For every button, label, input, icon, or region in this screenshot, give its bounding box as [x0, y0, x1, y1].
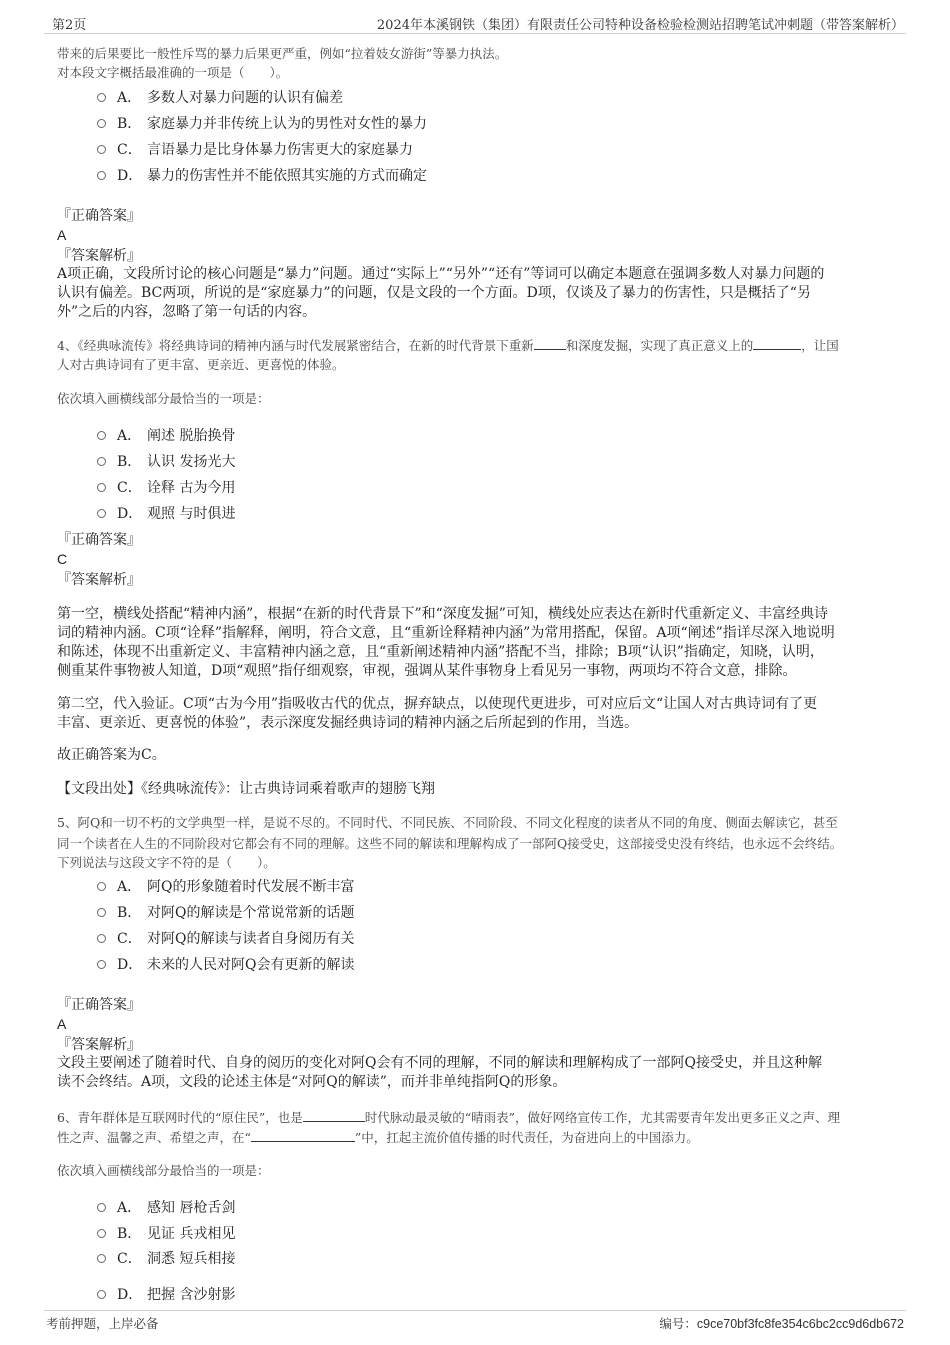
radio-icon[interactable] — [97, 119, 106, 128]
q3-option-b[interactable]: B． 家庭暴力并非传统上认为的男性对女性的暴力 — [97, 113, 427, 133]
q5-stem-line2: 同一个读者在人生的不同阶段对它都会有不同的理解。这些不同的解读和理解构成了一部阿Q接受史，这部接受史没有终结，也永远不会终结。 — [57, 836, 843, 851]
q4-para1-line2: 词的精神内涵。C项“诠释”指解释，阐明，符合文意，且“重新诠释精神内涵”为常用搭配，保留。A项“阐述”指详尽深入地说明 — [57, 625, 835, 641]
document-title: 2024年本溪钢铁（集团）有限责任公司特种设备检验检测站招聘笔试冲刺题（带答案解析） — [376, 18, 904, 33]
q3-option-d[interactable]: D． 暴力的伤害性并不能依照其实施的方式而确定 — [97, 165, 427, 185]
q4-blank-1 — [534, 337, 566, 350]
q5-analysis-label: 『答案解析』 — [57, 1037, 141, 1053]
q4-option-d[interactable]: D． 观照 与时俱进 — [97, 503, 235, 523]
q3-intro-line1: 带来的后果要比一般性斥骂的暴力后果更严重，例如“拉着妓女游街”等暴力执法。 — [57, 46, 508, 61]
q4-source: 【文段出处】《经典咏流传》：让古典诗词乘着歌声的翅膀飞翔 — [57, 781, 435, 797]
radio-icon[interactable] — [97, 171, 106, 180]
document-code: 编号：c9ce70bf3fc8fe354c6bc2cc9d6db672 — [659, 1316, 904, 1331]
q3-analysis-line2: 认识有偏差。BC两项，所说的是“家庭暴力”的问题，仅是文段的一个方面。D项，仅谈及了暴力的伤害性，只是概括了“另 — [57, 285, 811, 301]
q4-option-c[interactable]: C． 诠释 古为今用 — [97, 477, 235, 497]
q6-blank-2 — [251, 1129, 355, 1142]
q3-analysis-label: 『答案解析』 — [57, 248, 141, 264]
q4-para1-line4: 侧重某件事物被人知道，D项“观照”指仔细观察，审视，强调从某件事物身上看见另一事物，两项均不符合文意，排除。 — [57, 663, 797, 679]
q4-analysis-label: 『答案解析』 — [57, 572, 141, 588]
radio-icon[interactable] — [97, 1203, 106, 1212]
footer-divider — [44, 1310, 906, 1311]
q6-stem-line1: 6、青年群体是互联网时代的“原住民”，也是 时代脉动最灵敏的“晴雨表”，做好网络宣传工作，尤其需要青年发出更多正义之声、理 — [57, 1110, 841, 1125]
q4-blank-2 — [753, 337, 801, 350]
q3-option-c[interactable]: C． 言语暴力是比身体暴力伤害更大的家庭暴力 — [97, 139, 413, 159]
radio-icon[interactable] — [97, 509, 106, 518]
q5-stem-line3: 下列说法与这段文字不符的是（ ）。 — [57, 855, 276, 870]
q5-option-d[interactable]: D． 未来的人民对阿Q会有更新的解读 — [97, 954, 354, 974]
q4-prompt: 依次填入画横线部分最恰当的一项是： — [57, 391, 270, 406]
radio-icon[interactable] — [97, 483, 106, 492]
q3-answer: A — [57, 227, 67, 243]
q4-answer: C — [57, 551, 68, 567]
radio-icon[interactable] — [97, 145, 106, 154]
radio-icon[interactable] — [97, 1254, 106, 1263]
footer-slogan: 考前押题，上岸必备 — [46, 1316, 159, 1331]
q6-option-b[interactable]: B． 见证 兵戎相见 — [97, 1223, 235, 1243]
radio-icon[interactable] — [97, 934, 106, 943]
radio-icon[interactable] — [97, 93, 106, 102]
q5-option-b[interactable]: B． 对阿Q的解读是个常说常新的话题 — [97, 902, 354, 922]
q4-para1-line1: 第一空，横线处搭配“精神内涵”，根据“在新的时代背景下”和“深度发掘”可知，横线处应表达在新时代重新定义、丰富经典诗 — [57, 606, 828, 622]
radio-icon[interactable] — [97, 457, 106, 466]
q6-option-d[interactable]: D． 把握 含沙射影 — [97, 1284, 235, 1304]
q3-option-a[interactable]: A． 多数人对暴力问题的认识有偏差 — [97, 87, 343, 107]
q4-conclusion: 故正确答案为C。 — [57, 747, 166, 763]
q5-option-a[interactable]: A． 阿Q的形象随着时代发展不断丰富 — [97, 876, 354, 896]
q4-para2-line1: 第二空，代入验证。C项“古为今用”指吸收古代的优点，摒弃缺点，以使现代更进步，可对应后文“让国人对古典诗词有了更 — [57, 696, 818, 712]
q6-option-a[interactable]: A． 感知 唇枪舌剑 — [97, 1197, 235, 1217]
q3-intro-line2: 对本段文字概括最准确的一项是（ ）。 — [57, 65, 289, 80]
q5-answer-label: 『正确答案』 — [57, 997, 141, 1013]
q3-analysis-line1: A项正确，文段所讨论的核心问题是“暴力”问题。通过“实际上”“另外”“还有”等词可以确定本题意在强调多数人对暴力问题的 — [57, 266, 825, 282]
q4-option-b[interactable]: B． 认识 发扬光大 — [97, 451, 235, 471]
q4-stem-line1: 4、《经典咏流传》将经典诗词的精神内涵与时代发展紧密结合，在新的时代背景下重新 和深度发掘，实现了真正意义上的 ，让国 — [57, 338, 839, 353]
q3-answer-label: 『正确答案』 — [57, 208, 141, 224]
radio-icon[interactable] — [97, 882, 106, 891]
page-number: 第2页 — [52, 18, 87, 33]
q6-stem-line2: 性之声、温馨之声、希望之声，在“ ”中，扛起主流价值传播的时代责任，为奋进向上的中国添力。 — [57, 1130, 699, 1145]
q6-option-c[interactable]: C． 洞悉 短兵相接 — [97, 1248, 235, 1268]
q5-analysis-line2: 读不会终结。A项，文段的论述主体是“对阿Q的解读”，而并非单纯指阿Q的形象。 — [57, 1074, 567, 1090]
radio-icon[interactable] — [97, 1229, 106, 1238]
q5-answer: A — [57, 1016, 67, 1032]
radio-icon[interactable] — [97, 908, 106, 917]
q4-para2-line2: 丰富、更亲近、更喜悦的体验”，表示深度发掘经典诗词的精神内涵之后所起到的作用，当选。 — [57, 715, 639, 731]
header-divider — [44, 33, 906, 34]
radio-icon[interactable] — [97, 960, 106, 969]
q4-answer-label: 『正确答案』 — [57, 532, 141, 548]
q4-stem-line2: 人对古典诗词有了更丰富、更亲近、更喜悦的体验。 — [57, 357, 345, 372]
q4-para1-line3: 和陈述，体现不出重新定义、丰富精神内涵之意，且“重新阐述精神内涵”搭配不当，排除；B项“认识”指确定，知晓，认明， — [57, 644, 824, 660]
radio-icon[interactable] — [97, 1290, 106, 1299]
q5-stem-line1: 5、阿Q和一切不朽的文学典型一样，是说不尽的。不同时代、不同民族、不同阶段、不同文化程度的读者从不同的角度、侧面去解读它，甚至 — [57, 815, 838, 830]
q6-prompt: 依次填入画横线部分最恰当的一项是： — [57, 1163, 270, 1178]
q4-option-a[interactable]: A． 阐述 脱胎换骨 — [97, 425, 235, 445]
q6-blank-1 — [303, 1109, 365, 1122]
radio-icon[interactable] — [97, 431, 106, 440]
q5-analysis-line1: 文段主要阐述了随着时代、自身的阅历的变化对阿Q会有不同的理解，不同的解读和理解构成了一部阿Q接受史，并且这种解 — [57, 1055, 822, 1071]
q5-option-c[interactable]: C． 对阿Q的解读与读者自身阅历有关 — [97, 928, 354, 948]
q3-analysis-line3: 外”之后的内容，忽略了第一句话的内容。 — [57, 304, 317, 320]
